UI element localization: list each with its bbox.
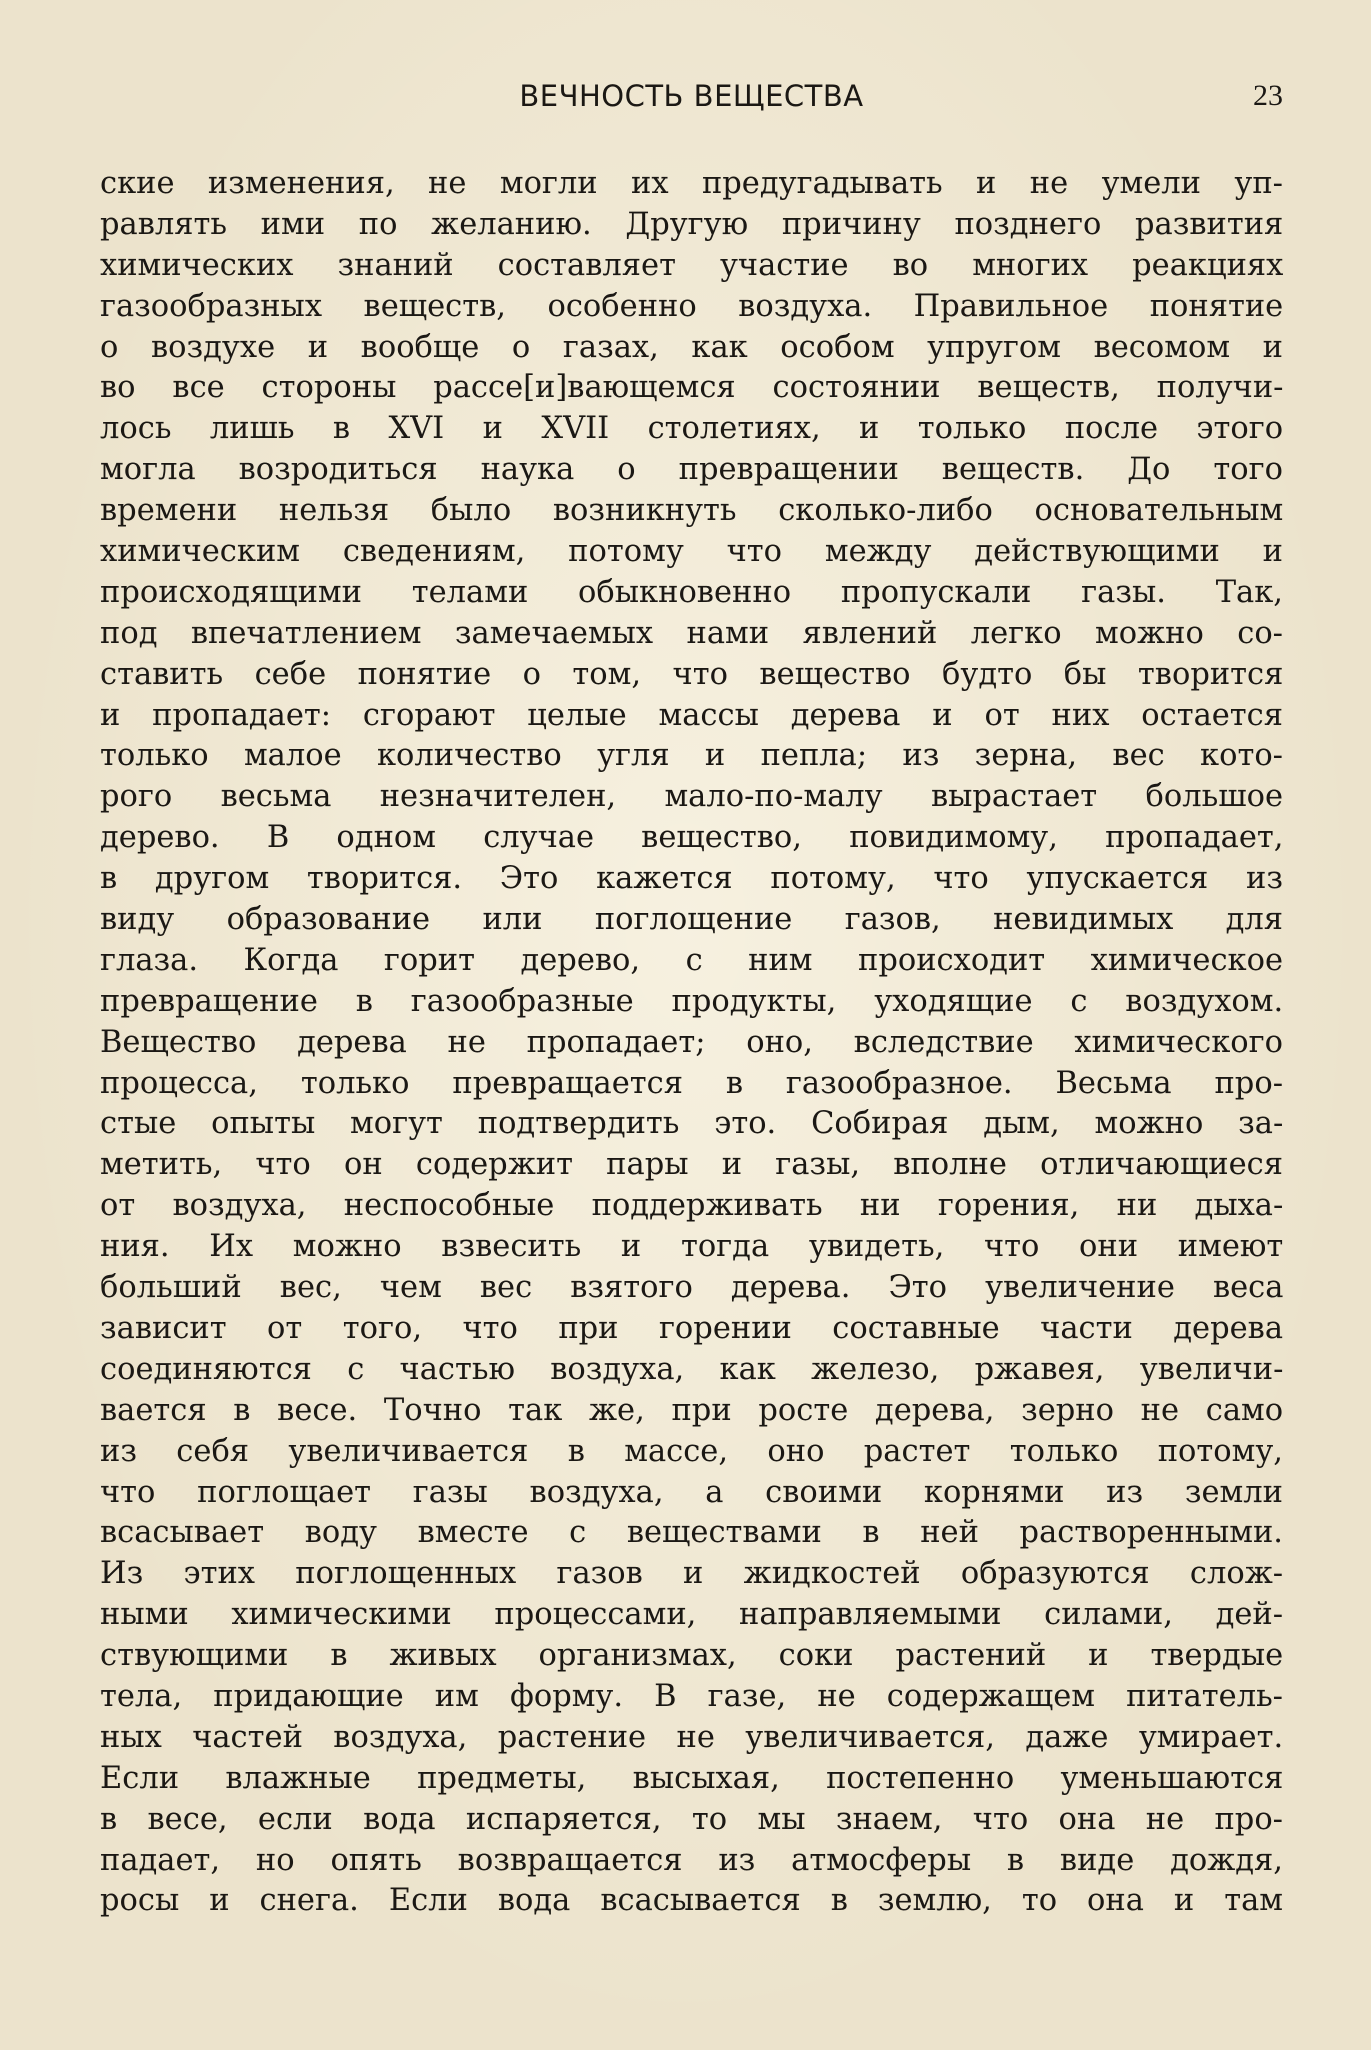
text-line <box>100 409 1283 450</box>
text-line <box>100 982 1283 1023</box>
text-line <box>100 1268 1283 1309</box>
text-line-content: ставить себе понятие о том, что вещество будто бы творится <box>100 656 1283 692</box>
text-line <box>100 1227 1283 1268</box>
text-line-content: во все стороны рассе[и]вающемся состоянии веществ, получи- <box>100 370 1283 406</box>
text-line-content: всасывает воду вместе с веществами в ней растворенными. <box>100 1515 1283 1551</box>
text-line-content: происходящими телами обыкновенно пропускали газы. Так, <box>100 574 1283 610</box>
text-line-content: о воздухе и вообще о газах, как особом упругом весомом и <box>100 329 1283 365</box>
page-number: 23 <box>1253 79 1283 112</box>
text-line <box>100 164 1283 205</box>
page-header <box>100 74 1283 118</box>
text-line-content: под впечатлением замечаемых нами явлений легко можно со- <box>100 615 1283 651</box>
text-line-content: ными химическими процессами, направляемыми силами, дей- <box>100 1597 1283 1633</box>
text-line-content: в весе, если вода испаряется, то мы знаем, что она не про- <box>100 1801 1283 1837</box>
text-line-content: глаза. Когда горит дерево, с ним происходит химическое <box>100 942 1283 978</box>
text-line <box>100 1800 1283 1841</box>
text-line-content: только малое количество угля и пепла; из зерна, вес кото- <box>100 738 1283 774</box>
text-line-content: и пропадает: сгорают целые массы дерева и от них остается <box>100 697 1283 733</box>
text-line <box>100 491 1283 532</box>
text-line <box>100 287 1283 328</box>
text-line <box>100 1104 1283 1145</box>
text-line-content: рого весьма незначителен, мало-по-малу вырастает большое <box>100 779 1283 815</box>
text-line <box>100 1391 1283 1432</box>
text-line <box>100 1841 1283 1882</box>
text-line-content: росы и снега. Если вода всасывается в землю, то она и там <box>100 1883 1283 1919</box>
text-line <box>100 859 1283 900</box>
text-line <box>100 1350 1283 1391</box>
running-title: ВЕЧНОСТЬ ВЕЩЕСТВА <box>519 79 864 113</box>
text-line <box>100 450 1283 491</box>
text-line-content: соединяются с частью воздуха, как железо, ржавея, увеличи- <box>100 1351 1283 1387</box>
text-line-content: ствующими в живых организмах, соки растений и твердые <box>100 1638 1283 1674</box>
text-line-content: ных частей воздуха, растение не увеличивается, даже умирает. <box>100 1719 1283 1755</box>
text-line-content: Если влажные предметы, высыхая, постепенно уменьшаются <box>100 1760 1283 1796</box>
text-line-content: в другом творится. Это кажется потому, что упускается из <box>100 861 1283 897</box>
text-line <box>100 1554 1283 1595</box>
text-line-content: газообразных веществ, особенно воздуха. Правильное понятие <box>100 288 1283 324</box>
text-line-content: процесса, только превращается в газообразное. Весьма про- <box>100 1065 1283 1101</box>
text-line <box>100 205 1283 246</box>
text-line-content: от воздуха, неспособные поддерживать ни горения, ни дыха- <box>100 1188 1283 1224</box>
text-line-content: виду образование или поглощение газов, невидимых для <box>100 902 1283 938</box>
text-line-content: могла возродиться наука о превращении веществ. До того <box>100 452 1283 488</box>
text-line <box>100 777 1283 818</box>
text-line <box>100 1432 1283 1473</box>
text-line-content: химическим сведениям, потому что между действующими и <box>100 534 1283 570</box>
text-line <box>100 1677 1283 1718</box>
text-line <box>100 573 1283 614</box>
text-line <box>100 1595 1283 1636</box>
text-line <box>100 1759 1283 1800</box>
text-line <box>100 532 1283 573</box>
text-line <box>100 696 1283 737</box>
text-line-content: зависит от того, что при горении составные части дерева <box>100 1310 1283 1346</box>
text-line-content: из себя увеличивается в массе, оно растет только потому, <box>100 1433 1283 1469</box>
text-line <box>100 1718 1283 1759</box>
body-text <box>100 164 1283 1922</box>
text-line <box>100 1023 1283 1064</box>
text-line <box>100 1186 1283 1227</box>
text-line <box>100 246 1283 287</box>
text-line <box>100 1473 1283 1514</box>
text-line <box>100 368 1283 409</box>
text-line <box>100 1636 1283 1677</box>
text-line-content: тела, придающие им форму. В газе, не содержащем питатель- <box>100 1678 1283 1714</box>
text-line-content: падает, но опять возвращается из атмосферы в виде дождя, <box>100 1842 1283 1878</box>
text-line-content: что поглощает газы воздуха, а своими корнями из земли <box>100 1474 1283 1510</box>
text-line-content: метить, что он содержит пары и газы, вполне отличающиеся <box>100 1147 1283 1183</box>
text-line-content: Из этих поглощенных газов и жидкостей образуются слож- <box>100 1556 1283 1592</box>
text-line-content: вается в весе. Точно так же, при росте дерева, зерно не само <box>100 1392 1283 1428</box>
text-line-content: равлять ими по желанию. Другую причину позднего развития <box>100 206 1283 242</box>
text-line-content: Вещество дерева не пропадает; оно, вследствие химического <box>100 1024 1283 1060</box>
text-line-content: лось лишь в XVI и XVII столетиях, и только после этого <box>100 411 1283 447</box>
text-line <box>100 736 1283 777</box>
text-line <box>100 1513 1283 1554</box>
text-line-content: дерево. В одном случае вещество, повидимому, пропадает, <box>100 820 1283 856</box>
text-line-content: превращение в газообразные продукты, уходящие с воздухом. <box>100 983 1283 1019</box>
text-line <box>100 614 1283 655</box>
text-line-content: ские изменения, не могли их предугадывать и не умели уп- <box>100 166 1283 201</box>
text-line-content: стые опыты могут подтвердить это. Собирая дым, можно за- <box>100 1106 1283 1142</box>
text-line-content: больший вес, чем вес взятого дерева. Это увеличение веса <box>100 1270 1283 1306</box>
text-line <box>100 1145 1283 1186</box>
text-line <box>100 1309 1283 1350</box>
text-line <box>100 900 1283 941</box>
text-line <box>100 655 1283 696</box>
text-line <box>100 818 1283 859</box>
text-line-content: химических знаний составляет участие во многих реакциях <box>100 247 1283 283</box>
text-line-content: ния. Их можно взвесить и тогда увидеть, что они имеют <box>100 1229 1283 1265</box>
text-line-content: времени нельзя было возникнуть сколько-либо основательным <box>100 493 1283 529</box>
text-line <box>100 1881 1283 1922</box>
text-line <box>100 1064 1283 1105</box>
text-line <box>100 328 1283 369</box>
text-line <box>100 941 1283 982</box>
